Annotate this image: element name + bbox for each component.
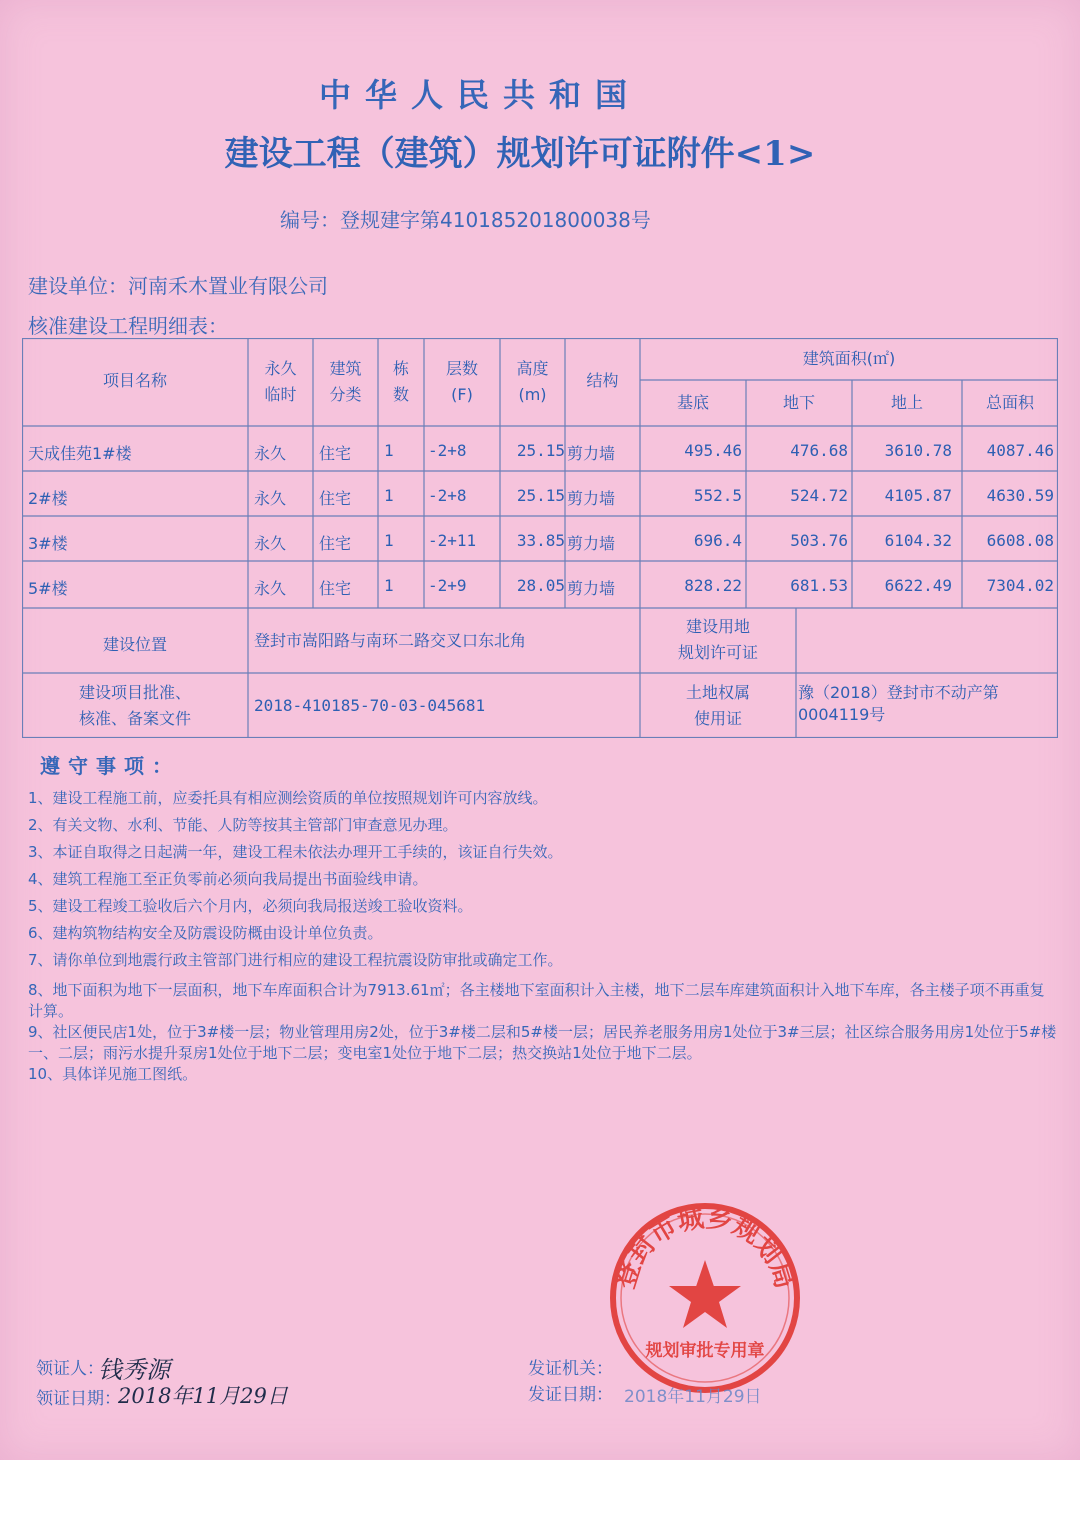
land-planning-permit-label (640, 614, 796, 666)
row-aboveground-area: 6622.49 (884, 576, 952, 595)
receive-date: 2018年11月29日 (118, 1384, 288, 1408)
serial-number: 编号：登规建字第410185201800038号 (280, 208, 651, 232)
row-permanent: 永久 (254, 444, 287, 463)
location-label: 建设位置 (102, 635, 167, 654)
row-structure: 剪力墙 (567, 534, 616, 553)
row-total-area: 4087.46 (986, 441, 1054, 460)
header-category-line2: 分类 (329, 385, 362, 404)
row-category: 住宅 (319, 489, 352, 508)
land-permit-line1: 建设用地 (685, 617, 750, 636)
header-floors-line2: (F) (451, 385, 473, 404)
approval-line2: 核准、备案文件 (78, 709, 191, 728)
row-structure: 剪力墙 (567, 444, 616, 463)
document-title: 建设工程（建筑）规划许可证附件<1> (224, 134, 816, 174)
approval-line1: 建设项目批准、 (78, 683, 191, 702)
header-height-line1: 高度 (516, 359, 549, 378)
receive-date-label: 领证日期： (36, 1389, 121, 1409)
header-floors-line1: 层数 (445, 359, 478, 378)
header-count-line1: 栋 (392, 359, 409, 378)
row-name: 3#楼 (28, 534, 68, 553)
row-name: 天成佳苑1#楼 (28, 444, 132, 463)
row-total-area: 6608.08 (986, 531, 1054, 550)
approval-docs-value: 2018-410185-70-03-045681 (254, 696, 486, 715)
note-item: 3、本证自取得之日起满一年，建设工程未依法办理开工手续的，该证自行失效。 (28, 843, 563, 861)
note-item: 6、建构筑物结构安全及防震设防概由设计单位负责。 (28, 924, 383, 942)
row-permanent: 永久 (254, 534, 287, 553)
header-permanent-line2: 临时 (264, 385, 297, 404)
land-use-line2: 使用证 (693, 709, 742, 728)
header-height-line2: (m) (518, 385, 547, 404)
row-floors: -2+9 (428, 576, 467, 595)
note-item: 9、社区便民店1处，位于3#楼一层；物业管理用房2处，位于3#楼二层和5#楼一层；居民养老服务用房1处位于3#三层；社区综合服务用房1处位于5#楼一、二层；雨污水提升泵房1处位于地下二层；变电室1处位于地下二层；热交换站1处位于地下二层。 (28, 1023, 1057, 1062)
row-floors: -2+8 (428, 441, 467, 460)
seal-star-icon (669, 1260, 741, 1328)
row-underground-area: 524.72 (790, 486, 848, 505)
row-structure: 剪力墙 (567, 489, 616, 508)
note-item: 8、地下面积为地下一层面积，地下车库面积合计为7913.61㎡；各主楼地下室面积计入主楼，地下二层车库建筑面积计入地下车库，各主楼子项不再重复计算。 (28, 981, 1045, 1020)
land-permit-line2: 规划许可证 (677, 643, 758, 662)
compliance-notes (28, 750, 1058, 1085)
row-category: 住宅 (319, 444, 352, 463)
row-base-area: 696.4 (693, 531, 742, 550)
signature-area (0, 1350, 1080, 1420)
header-category (313, 356, 378, 408)
issue-date: 2018年11月29日 (624, 1387, 762, 1407)
row-floors: -2+8 (428, 486, 467, 505)
row-category: 住宅 (319, 579, 352, 598)
note-item: 4、建筑工程施工至正负零前必须向我局提出书面验线申请。 (28, 870, 428, 888)
header-base-area: 基底 (676, 393, 709, 412)
row-category: 住宅 (319, 534, 352, 553)
row-permanent: 永久 (254, 489, 287, 508)
issue-date-label: 发证日期： (528, 1385, 613, 1405)
header-aboveground-area: 地上 (890, 393, 923, 412)
receiver-label: 领证人： (36, 1359, 104, 1379)
header-count-line2: 数 (392, 385, 409, 404)
unit-label: 建设单位： (28, 274, 128, 298)
row-permanent: 永久 (254, 579, 287, 598)
notes-title: 遵守事项： (40, 754, 180, 778)
header-floor-area: 建筑面积(㎡) (802, 349, 896, 368)
note-item: 7、请你单位到地震行政主管部门进行相应的建设工程抗震设防审批或确定工作。 (28, 951, 563, 969)
note-item: 10、具体详见施工图纸。 (28, 1065, 198, 1083)
land-use-value-line1: 豫（2018）登封市不动产第 (798, 683, 999, 702)
construction-unit (28, 270, 328, 299)
row-height: 28.05 (516, 576, 565, 595)
land-use-cert-value (798, 682, 999, 726)
issuer-label: 发证机关： (528, 1359, 613, 1379)
note-item: 5、建设工程竣工验收后六个月内，必须向我局报送竣工验收资料。 (28, 897, 473, 915)
row-total-area: 4630.59 (986, 486, 1054, 505)
header-count (378, 356, 424, 408)
row-underground-area: 681.53 (790, 576, 848, 595)
row-count: 1 (384, 531, 394, 550)
project-detail-table (22, 338, 1058, 738)
header-permanent-line1: 永久 (264, 359, 297, 378)
seal-text: 登封市城乡规划局 (610, 1203, 800, 1293)
header-permanent (248, 356, 313, 408)
land-use-value-line2: 0004119号 (798, 705, 886, 724)
row-underground-area: 503.76 (790, 531, 848, 550)
country-name: 中华人民共和国 (318, 76, 641, 114)
row-count: 1 (384, 441, 394, 460)
approval-docs-label (22, 680, 248, 732)
row-floors: -2+11 (428, 531, 477, 550)
seal-subtitle: 规划审批专用章 (645, 1341, 765, 1361)
header-underground-area: 地下 (782, 393, 815, 412)
header-project-name: 项目名称 (102, 371, 167, 390)
detail-table-label: 核准建设工程明细表： (28, 314, 228, 338)
header-structure: 结构 (586, 371, 619, 390)
note-item: 2、有关文物、水利、节能、人防等按其主管部门审查意见办理。 (28, 816, 458, 834)
row-structure: 剪力墙 (567, 579, 616, 598)
header-floors (424, 356, 500, 408)
land-use-line1: 土地权属 (685, 683, 750, 702)
row-count: 1 (384, 486, 394, 505)
row-total-area: 7304.02 (986, 576, 1054, 595)
row-base-area: 552.5 (693, 486, 742, 505)
row-height: 25.15 (516, 486, 565, 505)
row-base-area: 495.46 (684, 441, 742, 460)
header-height (500, 356, 565, 408)
row-height: 33.85 (516, 531, 565, 550)
row-count: 1 (384, 576, 394, 595)
row-aboveground-area: 6104.32 (884, 531, 952, 550)
row-aboveground-area: 3610.78 (884, 441, 952, 460)
header-total-area: 总面积 (985, 393, 1034, 412)
note-item: 1、建设工程施工前，应委托具有相应测绘资质的单位按照规划许可内容放线。 (28, 789, 548, 807)
land-use-cert-label (640, 680, 796, 732)
receiver-signature: 钱秀源 (98, 1356, 170, 1384)
row-name: 2#楼 (28, 489, 68, 508)
location-value: 登封市嵩阳路与南环二路交叉口东北角 (254, 631, 527, 650)
row-aboveground-area: 4105.87 (884, 486, 952, 505)
unit-name: 河南禾木置业有限公司 (128, 274, 328, 298)
row-base-area: 828.22 (684, 576, 742, 595)
row-underground-area: 476.68 (790, 441, 848, 460)
row-height: 25.15 (516, 441, 565, 460)
header-category-line1: 建筑 (329, 359, 362, 378)
row-name: 5#楼 (28, 579, 68, 598)
